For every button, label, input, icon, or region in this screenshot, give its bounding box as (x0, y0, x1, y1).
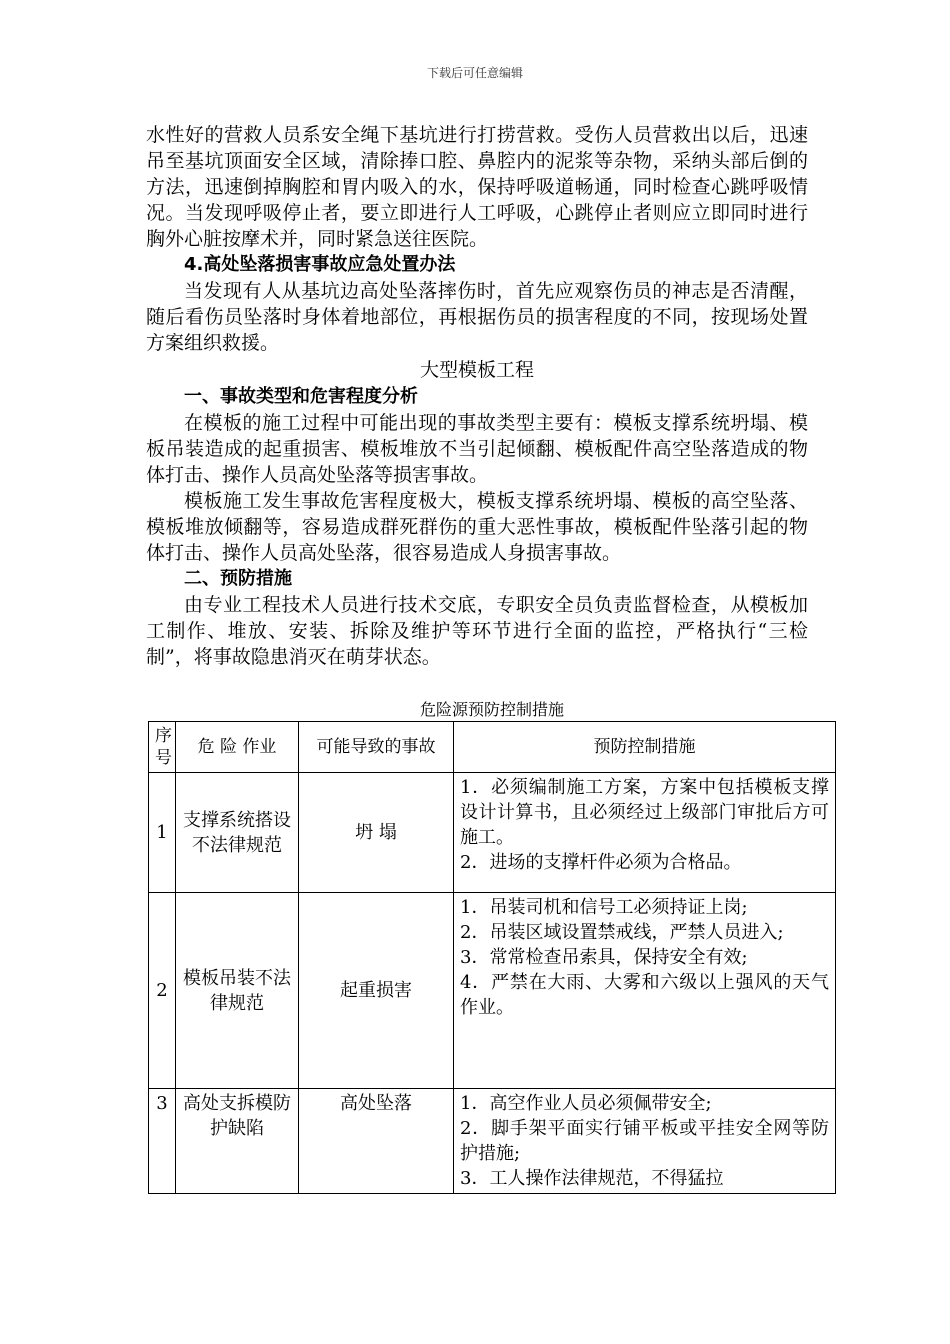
cell-operation: 模板吊装不法律规范 (176, 893, 299, 1089)
cell-operation: 支撑系统搭设不法律规范 (176, 773, 299, 893)
cell-accident: 高处坠落 (299, 1089, 454, 1194)
header-measures: 预防控制措施 (454, 722, 836, 773)
cell-measures (454, 773, 836, 893)
measure-item: 2．吊装区域设置禁戒线，严禁人员进入; (460, 922, 784, 943)
measure-item: 2．进场的支撑杆件必须为合格品。 (460, 852, 742, 873)
heading-fall-injury: 4.高处坠落损害事故应急处置办法 (184, 254, 456, 275)
paragraph-prevention: 由专业工程技术人员进行技术交底，专职安全员负责监督检查，从模板加工制作、堆放、安装、拆除及维护等环节进行全面的监控，严格执行“三检制”，将事故隐患消灭在萌芽状态。 (146, 594, 808, 668)
cell-accident: 起重损害 (299, 893, 454, 1089)
header-accident: 可能导致的事故 (299, 722, 454, 773)
paragraph-fall-response: 当发现有人从基坑边高处坠落摔伤时，首先应观察伤员的神志是否清醒，随后看伤员坠落时身体着地部位，再根据伤员的损害程度的不同，按现场处置方案组织救援。 (146, 280, 808, 354)
hazard-control-table (148, 721, 836, 1194)
cell-no: 3 (149, 1089, 176, 1194)
measure-item: 1．必须编制施工方案，方案中包括模板支撑设计计算书，且必须经过上级部门审批后方可施工。 (460, 777, 829, 848)
table-row (149, 773, 836, 893)
measure-item: 1．吊装司机和信号工必须持证上岗; (460, 897, 748, 918)
header-operation: 危 险 作业 (176, 722, 299, 773)
cell-measures (454, 893, 836, 1089)
table-caption: 危险源预防控制措施 (419, 700, 564, 719)
document-body (146, 122, 808, 670)
measure-item: 2．脚手架平面实行铺平板或平挂安全网等防护措施; (460, 1118, 829, 1164)
measure-item: 3．常常检查吊索具，保持安全有效; (460, 947, 748, 968)
paragraph-hazard-severity: 模板施工发生事故危害程度极大，模板支撑系统坍塌、模板的高空坠落、模板堆放倾翻等，容易造成群死群伤的重大恶性事故，模板配件坠落引起的物体打击、操作人员高处坠落，很容易造成人身损害事故。 (146, 490, 808, 564)
heading-accident-analysis: 一、事故类型和危害程度分析 (184, 386, 418, 407)
measure-item: 1．高空作业人员必须佩带安全; (460, 1093, 712, 1114)
table-row (149, 1089, 836, 1194)
heading-prevention: 二、预防措施 (184, 568, 292, 589)
header-no: 序号 (149, 722, 176, 773)
measure-item: 3．工人操作法律规范，不得猛拉 (460, 1168, 724, 1189)
cell-accident: 坍 塌 (299, 773, 454, 893)
table-header-row (149, 722, 836, 773)
cell-measures (454, 1089, 836, 1194)
page-header-note: 下载后可任意编辑 (426, 66, 523, 80)
paragraph-accident-types: 在模板的施工过程中可能出现的事故类型主要有：模板支撑系统坍塌、模板吊装造成的起重损害、模板堆放不当引起倾翻、模板配件高空坠落造成的物体打击、操作人员高处坠落等损害事故。 (146, 412, 808, 486)
cell-no: 1 (149, 773, 176, 893)
paragraph-rescue: 水性好的营救人员系安全绳下基坑进行打捞营救。受伤人员营救出以后，迅速吊至基坑顶面安全区域，清除捧口腔、鼻腔内的泥浆等杂物，采纳头部后倒的方法，迅速倒掉胸腔和胃内吸入的水，保持呼吸道畅通，同时检查心跳呼吸情况。当发现呼吸停止者，要立即进行人工呼吸，心跳停止者则应立即同时进行胸外心脏按摩术并，同时紧急送往医院。 (146, 124, 808, 250)
measure-item: 4．严禁在大雨、大雾和六级以上强风的天气作业。 (460, 972, 829, 1018)
table-row (149, 893, 836, 1089)
section-title: 大型模板工程 (419, 359, 534, 381)
cell-operation: 高处支拆模防护缺陷 (176, 1089, 299, 1194)
cell-no: 2 (149, 893, 176, 1089)
